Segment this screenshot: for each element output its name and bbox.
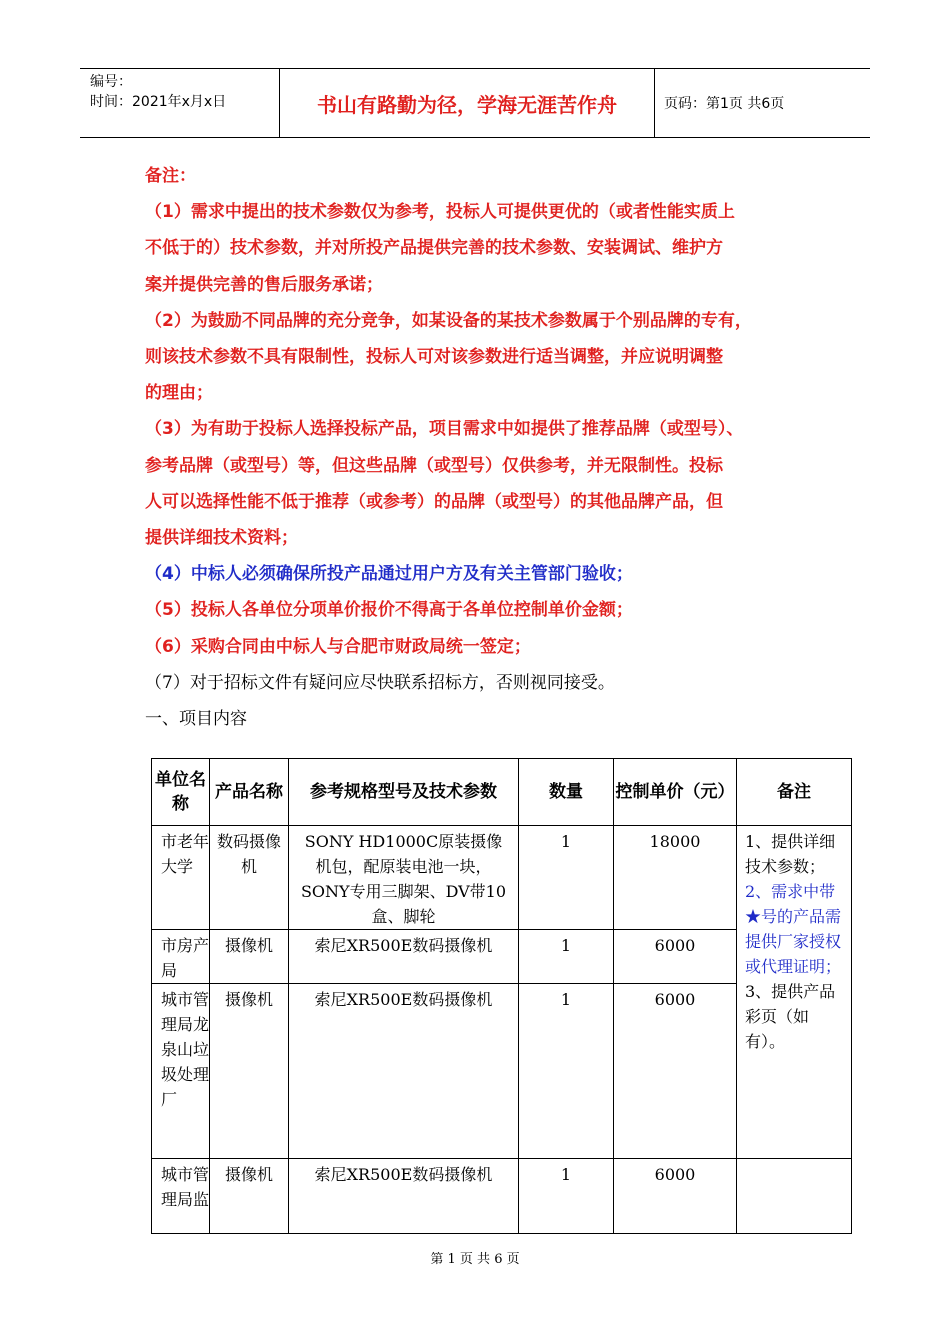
note-line: 的理由； — [145, 383, 213, 404]
cell-price: 18000 — [614, 826, 737, 930]
cell-price: 6000 — [614, 984, 737, 1159]
col-header-spec: 参考规格型号及技术参数 — [289, 759, 519, 826]
note-line: 人可以选择性能不低于推荐（或参考）的品牌（或型号）的其他品牌产品，但 — [145, 491, 723, 512]
remark-3: 3、提供产品彩页（如有）。 — [745, 982, 836, 1051]
section-title: 一、项目内容 — [145, 709, 247, 730]
header-motto: 书山有路勤为径，学海无涯苦作舟 — [280, 69, 655, 137]
page-header — [80, 68, 870, 138]
cell-spec: 索尼XR500E数码摄像机 — [289, 930, 519, 984]
col-header-qty: 数量 — [519, 759, 614, 826]
col-header-remark: 备注 — [737, 759, 852, 826]
cell-unit: 市房产局 — [152, 930, 210, 984]
cell-qty: 1 — [519, 930, 614, 984]
header-meta — [80, 69, 280, 137]
cell-spec: 索尼XR500E数码摄像机 — [289, 1159, 519, 1234]
cell-remark-empty — [737, 1159, 852, 1234]
table-row — [152, 1159, 852, 1234]
cell-product: 摄像机 — [210, 930, 289, 984]
notes-section — [145, 158, 835, 737]
note-line: 案并提供完善的售后服务承诺； — [145, 274, 383, 295]
cell-qty: 1 — [519, 826, 614, 930]
note-line: 则该技术参数不具有限制性，投标人可对该参数进行适当调整，并应说明调整 — [145, 347, 723, 368]
note-line: （6）采购合同由中标人与合肥市财政局统一签定； — [145, 636, 531, 657]
note-line: （7）对于招标文件有疑问应尽快联系招标方，否则视同接受。 — [145, 672, 615, 693]
note-line: （3）为有助于投标人选择投标产品，项目需求中如提供了推荐品牌（或型号）、 — [145, 419, 744, 440]
cell-price: 6000 — [614, 1159, 737, 1234]
page-footer: 第 1 页 共 6 页 — [430, 1252, 520, 1267]
cell-product: 摄像机 — [210, 984, 289, 1159]
col-header-unit: 单位名称 — [152, 759, 210, 826]
header-page-code: 页码：第1页 共6页 — [664, 96, 785, 112]
cell-remark — [737, 826, 852, 1159]
note-line: （4）中标人必须确保所投产品通过用户方及有关主管部门验收； — [145, 564, 633, 585]
remark-1: 1、提供详细技术参数； — [745, 832, 836, 876]
col-header-product: 产品名称 — [210, 759, 289, 826]
notes-title: 备注： — [145, 166, 196, 186]
col-header-price: 控制单价（元） — [614, 759, 737, 826]
cell-product: 数码摄像机 — [210, 826, 289, 930]
note-line: 不低于的）技术参数，并对所投产品提供完善的技术参数、安装调试、维护方 — [145, 238, 723, 259]
cell-unit: 城市管理局龙泉山垃圾处理厂 — [152, 984, 210, 1159]
cell-spec: SONY HD1000C原装摄像机包，配原装电池一块，SONY专用三脚架、DV带10盒、脚轮 — [289, 826, 519, 930]
time-label: 时间：2021年x月x日 — [90, 94, 227, 110]
cell-spec: 索尼XR500E数码摄像机 — [289, 984, 519, 1159]
note-line: （5）投标人各单位分项单价报价不得高于各单位控制单价金额； — [145, 600, 633, 621]
cell-unit: 市老年大学 — [152, 826, 210, 930]
note-line: 提供详细技术资料； — [145, 528, 298, 549]
cell-qty: 1 — [519, 984, 614, 1159]
cell-price: 6000 — [614, 930, 737, 984]
number-label: 编号： — [90, 74, 132, 90]
note-line: （2）为鼓励不同品牌的充分竞争，如某设备的某技术参数属于个别品牌的专有， — [145, 310, 752, 331]
note-line: 参考品牌（或型号）等，但这些品牌（或型号）仅供参考，并无限制性。投标 — [145, 455, 723, 476]
note-line: （1）需求中提出的技术参数仅为参考，投标人可提供更优的（或者性能实质上 — [145, 202, 735, 223]
project-table — [151, 758, 852, 1234]
table-row — [152, 826, 852, 930]
remark-2: 2、需求中带★号的产品需提供厂家授权或代理证明； — [745, 882, 842, 976]
table-header-row — [152, 759, 852, 826]
cell-product: 摄像机 — [210, 1159, 289, 1234]
cell-qty: 1 — [519, 1159, 614, 1234]
cell-unit: 城市管理局监 — [152, 1159, 210, 1234]
